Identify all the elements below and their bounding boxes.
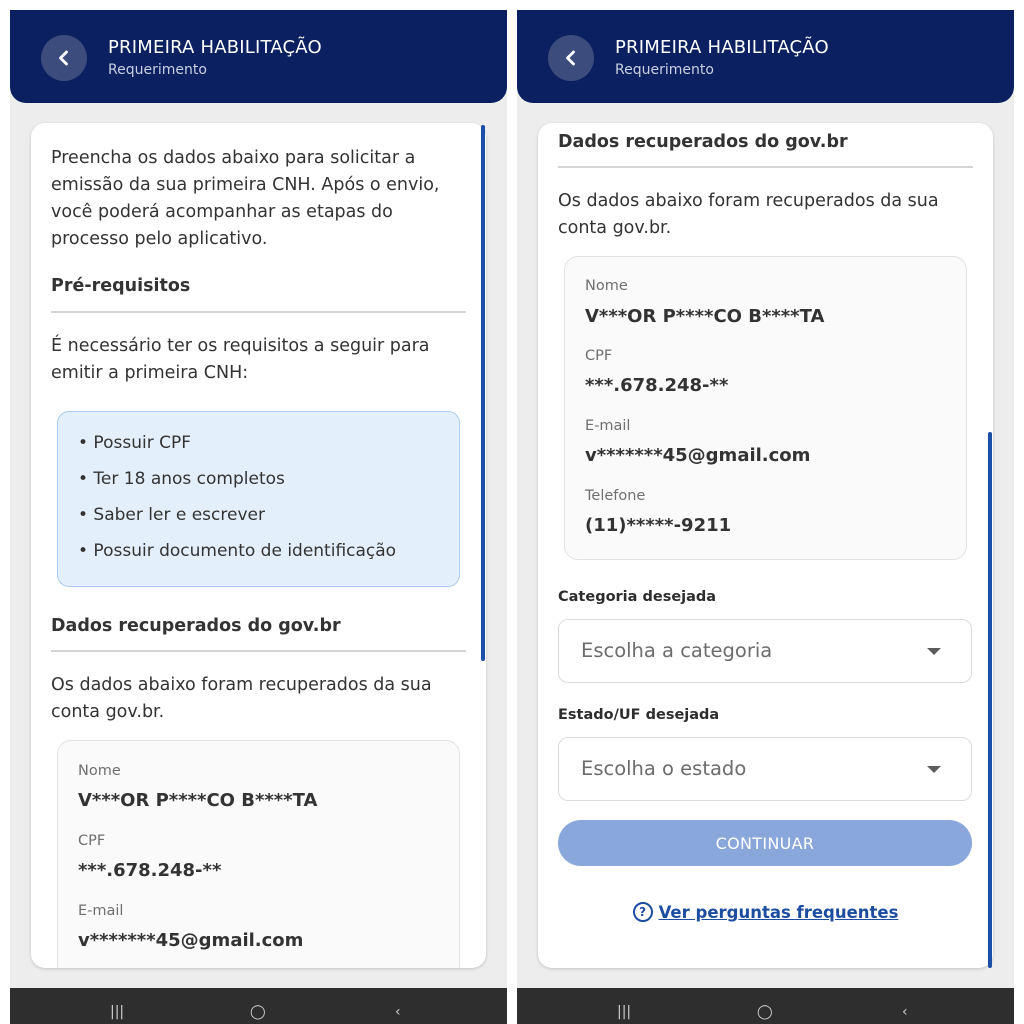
- category-select[interactable]: [558, 619, 972, 683]
- caret-down-icon: [927, 766, 941, 773]
- email-value: v*******45@gmail.com: [585, 445, 811, 466]
- divider: [51, 311, 466, 313]
- prereq-intro: É necessário ter os requisitos a seguir para emitir a primeira CNH:: [51, 336, 430, 383]
- category-placeholder: Escolha a categoria: [581, 639, 773, 662]
- requirement-item: • Saber ler e escrever: [78, 505, 265, 525]
- name-label: Nome: [78, 763, 121, 779]
- page-subtitle: Requerimento: [615, 62, 714, 78]
- page-subtitle: Requerimento: [108, 62, 207, 78]
- screen-left: [10, 10, 507, 1024]
- cpf-label: CPF: [78, 833, 106, 849]
- page-title: PRIMEIRA HABILITAÇÃO: [615, 37, 829, 58]
- chevron-left-icon: [55, 49, 73, 67]
- continue-button[interactable]: CONTINUAR: [558, 820, 972, 866]
- divider: [558, 166, 973, 168]
- home-icon[interactable]: ◯: [250, 1004, 266, 1020]
- govbr-data-box: [57, 740, 460, 968]
- screen-right: [517, 10, 1014, 1024]
- cpf-label: CPF: [585, 348, 613, 364]
- chevron-left-icon: [562, 49, 580, 67]
- system-nav-bar: [10, 988, 507, 1024]
- cpf-value: ***.678.248-**: [585, 375, 729, 396]
- form-card: [31, 123, 486, 968]
- phone-label: Telefone: [585, 488, 646, 504]
- back-nav-icon[interactable]: ‹: [902, 1004, 908, 1020]
- requirement-item: • Possuir documento de identificação: [78, 541, 397, 561]
- scrollbar[interactable]: [988, 432, 992, 968]
- state-label: Estado/UF desejada: [558, 707, 720, 723]
- recents-icon[interactable]: |||: [617, 1004, 632, 1020]
- name-label: Nome: [585, 278, 628, 294]
- app-bar: [517, 10, 1014, 103]
- system-nav-bar: [517, 988, 1014, 1024]
- name-value: V***OR P****CO B****TA: [585, 306, 825, 327]
- phone-value: (11)*****-9211: [585, 515, 732, 536]
- back-nav-icon[interactable]: ‹: [395, 1004, 401, 1020]
- divider: [51, 650, 466, 652]
- app-bar: [10, 10, 507, 103]
- scrollbar[interactable]: [481, 125, 485, 661]
- govbr-intro: Os dados abaixo foram recuperados da sua conta gov.br.: [51, 675, 432, 722]
- form-card: [538, 123, 993, 968]
- cpf-value: ***.678.248-**: [78, 860, 222, 881]
- intro-text: Preencha os dados abaixo para solicitar a emissão da sua primeira CNH. Após o envio, você poderá acompanhar as etapas do processo pelo aplicativo.: [51, 148, 440, 249]
- category-label: Categoria desejada: [558, 589, 717, 605]
- requirement-item: • Possuir CPF: [78, 433, 191, 453]
- help-circle-icon: ?: [633, 902, 653, 922]
- home-icon[interactable]: ◯: [757, 1004, 773, 1020]
- state-select[interactable]: [558, 737, 972, 801]
- page-title: PRIMEIRA HABILITAÇÃO: [108, 37, 322, 58]
- email-label: E-mail: [585, 418, 631, 434]
- requirement-item: • Ter 18 anos completos: [78, 469, 285, 489]
- email-value: v*******45@gmail.com: [78, 930, 304, 951]
- govbr-heading: Dados recuperados do gov.br: [558, 132, 848, 152]
- email-label: E-mail: [78, 903, 124, 919]
- state-placeholder: Escolha o estado: [581, 757, 747, 780]
- faq-link[interactable]: [538, 902, 993, 922]
- requirements-box: [57, 411, 460, 587]
- govbr-data-box: [564, 256, 967, 560]
- faq-link-text[interactable]: Ver perguntas frequentes: [658, 902, 899, 922]
- prereq-heading: Pré-requisitos: [51, 276, 191, 296]
- back-button[interactable]: [548, 35, 594, 81]
- recents-icon[interactable]: |||: [110, 1004, 125, 1020]
- back-button[interactable]: [41, 35, 87, 81]
- name-value: V***OR P****CO B****TA: [78, 790, 318, 811]
- caret-down-icon: [927, 648, 941, 655]
- govbr-intro: Os dados abaixo foram recuperados da sua conta gov.br.: [558, 191, 939, 238]
- govbr-heading: Dados recuperados do gov.br: [51, 616, 341, 636]
